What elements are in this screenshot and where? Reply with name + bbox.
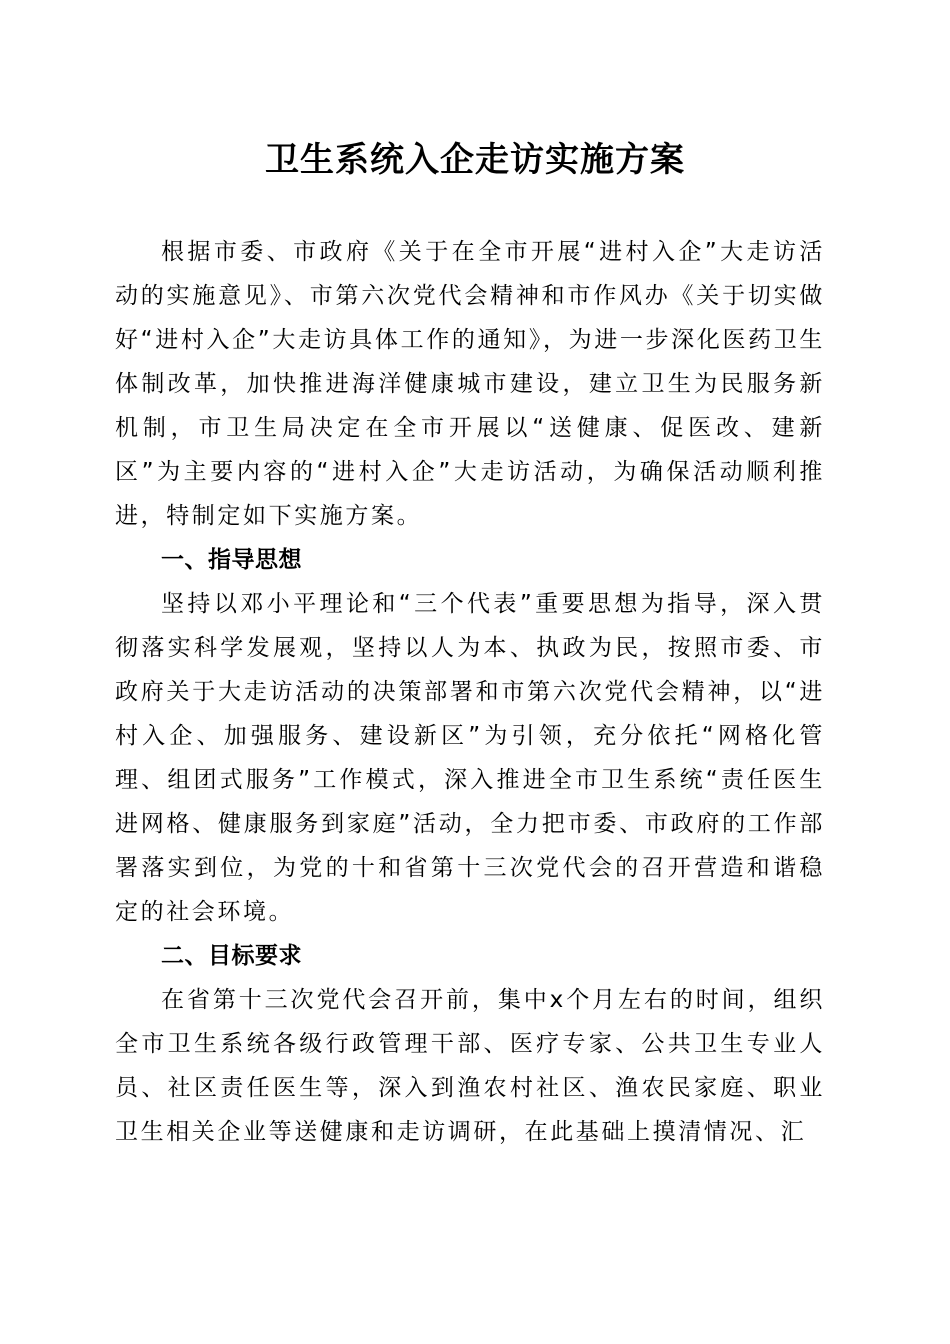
intro-paragraph: 根据市委、市政府《关于在全市开展“进村入企”大走访活动的实施意见》、市第六次党代会精神和市作风办《关于切实做好“进村入企”大走访具体工作的通知》，为进一步深化医药卫生体制改革，加快推进海洋健康城市建设，建立卫生为民服务新机制，市卫生局决定在全市开展以“送健康、促医改、建新区”为主要内容的“进村入企”大走访活动，为确保活动顺利推进，特制定如下实施方案。 bbox=[115, 239, 825, 529]
section-heading-goals-requirements: 二、目标要求 bbox=[161, 943, 302, 969]
document-body bbox=[115, 230, 825, 1154]
document-title: 卫生系统入企走访实施方案 bbox=[265, 140, 685, 180]
section-paragraph-guiding-ideology: 坚持以邓小平理论和“三个代表”重要思想为指导，深入贯彻落实科学发展观，坚持以人为本、执政为民，按照市委、市政府关于大走访活动的决策部署和市第六次党代会精神，以“进村入企、加强服务、建设新区”为引领，充分依托“网格化管理、组团式服务”工作模式，深入推进全市卫生系统“责任医生进网格、健康服务到家庭”活动，全力把市委、市政府的工作部署落实到位，为党的十和省第十三次党代会的召开营造和谐稳定的社会环境。 bbox=[115, 591, 825, 925]
section-heading-guiding-ideology: 一、指导思想 bbox=[161, 547, 302, 573]
section-paragraph-goals-requirements: 在省第十三次党代会召开前，集中x个月左右的时间，组织全市卫生系统各级行政管理干部、医疗专家、公共卫生专业人员、社区责任医生等，深入到渔农村社区、渔农民家庭、职业卫生相关企业等送健康和走访调研，在此基础上摸清情况、汇 bbox=[115, 987, 825, 1145]
